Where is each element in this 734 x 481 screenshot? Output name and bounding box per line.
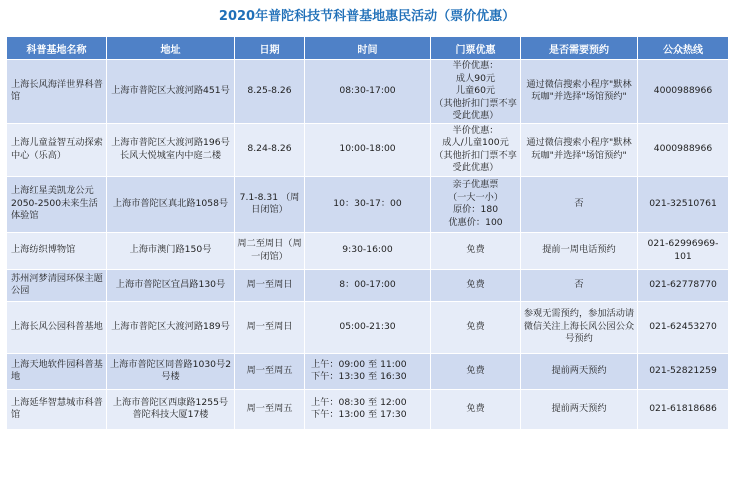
cell-ticket: 免费 bbox=[431, 232, 521, 269]
cell-ticket: 半价优惠： 成人/儿童100元 （其他折扣门票不享受此优惠） bbox=[431, 123, 521, 176]
cell-booking: 提前一周电话预约 bbox=[521, 232, 638, 269]
header-time: 时间 bbox=[305, 37, 431, 60]
cell-date: 周二至周日（周一闭馆） bbox=[235, 232, 305, 269]
cell-hotline: 021-52821259 bbox=[638, 353, 729, 389]
table-row bbox=[7, 389, 729, 429]
cell-name: 上海红星美凯龙公元2050-2500未来生活体验馆 bbox=[7, 176, 107, 232]
cell-time: 05:00-21:30 bbox=[305, 301, 431, 353]
cell-name: 苏州河梦清园环保主题公园 bbox=[7, 269, 107, 301]
cell-address: 上海市澳门路150号 bbox=[107, 232, 235, 269]
cell-hotline: 021-62996969-101 bbox=[638, 232, 729, 269]
cell-date: 周一至周五 bbox=[235, 389, 305, 429]
cell-ticket: 亲子优惠票 （一大一小） 原价：180 优惠价：100 bbox=[431, 176, 521, 232]
cell-date: 周一至周日 bbox=[235, 301, 305, 353]
cell-date: 8.24-8.26 bbox=[235, 123, 305, 176]
header-hotline: 公众热线 bbox=[638, 37, 729, 60]
cell-booking: 提前两天预约 bbox=[521, 389, 638, 429]
table-row bbox=[7, 232, 729, 269]
cell-name: 上海儿童益智互动探索中心（乐高） bbox=[7, 123, 107, 176]
page-title: 2020年普陀科技节科普基地惠民活动（票价优惠） bbox=[218, 9, 516, 24]
cell-time: 08:30-17:00 bbox=[305, 60, 431, 124]
cell-date: 周一至周五 bbox=[235, 353, 305, 389]
cell-date: 周一至周日 bbox=[235, 269, 305, 301]
cell-ticket: 免费 bbox=[431, 389, 521, 429]
header-ticket: 门票优惠 bbox=[431, 37, 521, 60]
cell-address: 上海市普陀区真北路1058号 bbox=[107, 176, 235, 232]
cell-time: 10:00-18:00 bbox=[305, 123, 431, 176]
cell-name: 上海长风海洋世界科普馆 bbox=[7, 60, 107, 124]
header-date: 日期 bbox=[235, 37, 305, 60]
cell-booking: 通过微信搜索小程序"默林玩咖"并选择"场馆预约" bbox=[521, 60, 638, 124]
cell-address: 上海市普陀区大渡河路451号 bbox=[107, 60, 235, 124]
cell-date: 8.25-8.26 bbox=[235, 60, 305, 124]
cell-time: 上午：08:30 至 12:00 下午：13:00 至 17:30 bbox=[305, 389, 431, 429]
table-row bbox=[7, 301, 729, 353]
cell-hotline: 021-62453270 bbox=[638, 301, 729, 353]
cell-hotline: 021-32510761 bbox=[638, 176, 729, 232]
table-row bbox=[7, 353, 729, 389]
activity-table bbox=[6, 36, 729, 430]
cell-date: 7.1-8.31 （周日闭馆） bbox=[235, 176, 305, 232]
table-row bbox=[7, 60, 729, 124]
cell-booking: 提前两天预约 bbox=[521, 353, 638, 389]
cell-name: 上海长风公园科普基地 bbox=[7, 301, 107, 353]
cell-ticket: 免费 bbox=[431, 353, 521, 389]
cell-hotline: 021-62778770 bbox=[638, 269, 729, 301]
cell-booking: 否 bbox=[521, 176, 638, 232]
cell-booking: 否 bbox=[521, 269, 638, 301]
table-row bbox=[7, 176, 729, 232]
cell-time: 9:30-16:00 bbox=[305, 232, 431, 269]
header-name: 科普基地名称 bbox=[7, 37, 107, 60]
cell-name: 上海纺织博物馆 bbox=[7, 232, 107, 269]
cell-name: 上海延华智慧城市科普馆 bbox=[7, 389, 107, 429]
cell-name: 上海天地软件园科普基地 bbox=[7, 353, 107, 389]
cell-hotline: 4000988966 bbox=[638, 60, 729, 124]
cell-address: 上海市普陀区大渡河路189号 bbox=[107, 301, 235, 353]
cell-ticket: 免费 bbox=[431, 301, 521, 353]
cell-time: 8：00-17:00 bbox=[305, 269, 431, 301]
cell-ticket: 免费 bbox=[431, 269, 521, 301]
cell-hotline: 4000988966 bbox=[638, 123, 729, 176]
cell-hotline: 021-61818686 bbox=[638, 389, 729, 429]
header-booking: 是否需要预约 bbox=[521, 37, 638, 60]
cell-time: 上午：09:00 至 11:00 下午：13:30 至 16:30 bbox=[305, 353, 431, 389]
cell-booking: 参观无需预约，参加活动请微信关注上海长风公园公众号预约 bbox=[521, 301, 638, 353]
cell-address: 上海市普陀区大渡河路196号长风大悦城室内中庭二楼 bbox=[107, 123, 235, 176]
cell-ticket: 半价优惠： 成人90元 儿童60元 （其他折扣门票不享受此优惠） bbox=[431, 60, 521, 124]
header-address: 地址 bbox=[107, 37, 235, 60]
cell-time: 10：30-17：00 bbox=[305, 176, 431, 232]
cell-address: 上海市普陀区宜昌路130号 bbox=[107, 269, 235, 301]
table-header-row bbox=[7, 37, 729, 60]
cell-address: 上海市普陀区西康路1255号普陀科技大厦17楼 bbox=[107, 389, 235, 429]
table-row bbox=[7, 269, 729, 301]
table-row bbox=[7, 123, 729, 176]
cell-address: 上海市普陀区同普路1030号2号楼 bbox=[107, 353, 235, 389]
cell-booking: 通过微信搜索小程序"默林玩咖"并选择"场馆预约" bbox=[521, 123, 638, 176]
